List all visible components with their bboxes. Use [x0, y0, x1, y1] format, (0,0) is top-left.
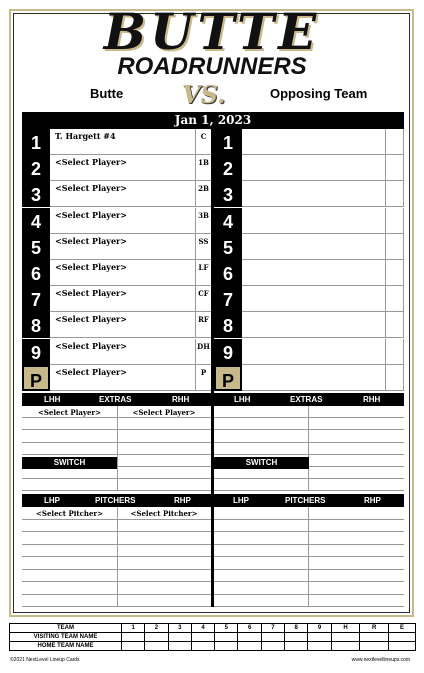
- score-cell[interactable]: [331, 633, 360, 642]
- score-cell[interactable]: [308, 633, 331, 642]
- entry-row[interactable]: [214, 582, 404, 595]
- pitchers-header-left: [22, 494, 211, 507]
- score-cell[interactable]: [191, 633, 214, 642]
- lineup-row: [22, 129, 211, 155]
- cell-divider: [385, 260, 386, 286]
- batting-order-number: 4: [214, 208, 242, 234]
- player-entry-cell[interactable]: [244, 234, 384, 259]
- player-select[interactable]: <Select Player>: [55, 209, 127, 220]
- rhh-label: RHH: [363, 395, 381, 404]
- cell-divider: [403, 155, 404, 181]
- player-entry-cell[interactable]: [244, 339, 384, 364]
- inning-header: 6: [238, 624, 261, 633]
- cell-divider: [385, 234, 386, 260]
- player-entry-cell[interactable]: [244, 129, 384, 154]
- entry-row[interactable]: [214, 430, 404, 442]
- player-entry-cell[interactable]: [244, 260, 384, 285]
- batting-order-number: 9: [22, 339, 50, 365]
- errors-header: E: [388, 624, 415, 633]
- away-team-name[interactable]: Opposing Team: [270, 86, 368, 101]
- score-cell[interactable]: [285, 633, 308, 642]
- lineup-row: [22, 312, 211, 338]
- batting-order-number: P: [214, 365, 242, 391]
- player-entry-cell[interactable]: [244, 181, 384, 206]
- cell-divider: [403, 365, 404, 391]
- score-cell[interactable]: [215, 633, 238, 642]
- rhh-label: RHH: [172, 395, 190, 404]
- position-label[interactable]: C: [195, 129, 211, 155]
- score-cell[interactable]: [238, 642, 261, 651]
- player-entry-cell[interactable]: [244, 155, 384, 180]
- entry-row[interactable]: [214, 532, 404, 545]
- player-entry-cell[interactable]: [244, 312, 384, 337]
- rhp-label: RHP: [174, 496, 191, 505]
- lineup-row: [214, 312, 404, 338]
- lineup-row: [214, 208, 404, 234]
- inning-header: 1: [122, 624, 145, 633]
- lineup-row: [22, 208, 211, 234]
- team-title: BUTTE: [103, 2, 321, 61]
- bench-header-right: [214, 393, 404, 406]
- cell-divider: [403, 181, 404, 207]
- lineup-row: [22, 155, 211, 181]
- switch-label-left: SWITCH: [22, 457, 117, 469]
- batting-order-number: 2: [22, 155, 50, 181]
- player-entry-cell[interactable]: [244, 286, 384, 311]
- position-label[interactable]: SS: [195, 234, 211, 260]
- cell-divider: [385, 312, 386, 338]
- batting-order-number: 8: [214, 312, 242, 338]
- position-label[interactable]: 1B: [195, 155, 211, 181]
- cell-divider: [385, 339, 386, 365]
- inning-header: 7: [261, 624, 284, 633]
- entry-row[interactable]: [214, 406, 404, 418]
- copyright-text: ©2021 NextLevel Lineup Cards: [10, 657, 80, 663]
- player-select[interactable]: T. Hargett #4: [55, 131, 116, 141]
- score-cell[interactable]: [122, 642, 145, 651]
- lineup-row: [214, 286, 404, 312]
- player-select[interactable]: <Select Player>: [55, 183, 127, 194]
- lineup-row: [214, 339, 404, 365]
- entry-row[interactable]: [214, 443, 404, 455]
- home-lineup: [22, 129, 211, 391]
- home-team-name-cell[interactable]: HOME TEAM NAME: [10, 642, 122, 651]
- lineup-row: [214, 181, 404, 207]
- score-cell[interactable]: [261, 642, 284, 651]
- pitchers-label: PITCHERS: [285, 496, 326, 505]
- entry-row[interactable]: [214, 507, 404, 520]
- home-team-row: [10, 642, 416, 651]
- lhp-label: LHP: [44, 496, 60, 505]
- lineup-row: [22, 339, 211, 365]
- batting-order-number: 6: [22, 260, 50, 286]
- position-label[interactable]: P: [195, 365, 211, 391]
- lineup-row: [22, 286, 211, 312]
- entry-row[interactable]: [214, 595, 404, 608]
- inning-header: 3: [168, 624, 191, 633]
- cell-divider: [403, 234, 404, 260]
- batting-order-number: 9: [214, 339, 242, 365]
- visiting-team-row: [10, 633, 416, 642]
- player-select[interactable]: <Select Player>: [55, 366, 127, 377]
- batting-order-number: 1: [22, 129, 50, 155]
- batting-order-number: 4: [22, 208, 50, 234]
- cell-divider: [385, 181, 386, 207]
- batting-order-number: 1: [214, 129, 242, 155]
- entry-row[interactable]: [214, 479, 404, 491]
- batting-order-number: 7: [22, 286, 50, 312]
- bench-select-right[interactable]: <Select Player>: [132, 408, 196, 417]
- rhp-label: RHP: [364, 496, 381, 505]
- batting-order-number: 6: [214, 260, 242, 286]
- entry-row[interactable]: [214, 570, 404, 583]
- batting-order-number: 5: [214, 234, 242, 260]
- score-cell[interactable]: [360, 633, 389, 642]
- player-select[interactable]: <Select Player>: [55, 288, 127, 299]
- column-divider: [308, 507, 309, 607]
- cell-divider: [385, 365, 386, 391]
- cell-divider: [385, 155, 386, 181]
- score-cell[interactable]: [360, 642, 389, 651]
- batting-order-number: P: [22, 365, 50, 391]
- lineup-row: [22, 260, 211, 286]
- score-cell[interactable]: [122, 633, 145, 642]
- inning-header: 5: [215, 624, 238, 633]
- switch-label-right: SWITCH: [214, 457, 309, 469]
- player-select[interactable]: <Select Player>: [55, 262, 127, 272]
- position-label[interactable]: 3B: [195, 208, 211, 234]
- website-text[interactable]: www.nextlevellineups.com: [351, 657, 410, 663]
- cell-divider: [385, 286, 386, 312]
- entry-row[interactable]: [214, 520, 404, 533]
- score-cell[interactable]: [261, 633, 284, 642]
- batting-order-number: 3: [214, 181, 242, 207]
- player-select[interactable]: <Select Player>: [55, 314, 127, 325]
- lhh-label: LHH: [44, 395, 61, 404]
- team-subtitle: ROADRUNNERS: [117, 53, 307, 80]
- lineup-row: [214, 129, 404, 155]
- score-cell[interactable]: [168, 642, 191, 651]
- inning-header: 4: [191, 624, 214, 633]
- lineup-row: [214, 260, 404, 286]
- inning-header: 9: [308, 624, 331, 633]
- team-col-header: TEAM: [10, 624, 122, 633]
- away-lineup: [214, 129, 404, 391]
- position-label[interactable]: 2B: [195, 181, 211, 207]
- lhp-label: LHP: [233, 496, 249, 505]
- home-team-name[interactable]: Butte: [90, 86, 124, 101]
- batting-order-number: 2: [214, 155, 242, 181]
- cell-divider: [385, 129, 386, 155]
- score-cell[interactable]: [331, 642, 360, 651]
- player-entry-cell[interactable]: [244, 208, 384, 233]
- lineup-row: [214, 155, 404, 181]
- position-label[interactable]: DH: [195, 339, 211, 365]
- score-cell[interactable]: [145, 633, 168, 642]
- lineup-row: [214, 234, 404, 260]
- score-cell[interactable]: [388, 633, 415, 642]
- extras-label: EXTRAS: [99, 395, 132, 404]
- cell-divider: [403, 339, 404, 365]
- cell-divider: [403, 129, 404, 155]
- lhh-label: LHH: [234, 395, 251, 404]
- entry-row[interactable]: [214, 545, 404, 558]
- score-cell[interactable]: [168, 633, 191, 642]
- player-select[interactable]: <Select Player>: [55, 235, 127, 246]
- bench-header-left: [22, 393, 211, 406]
- position-label[interactable]: RF: [195, 312, 211, 338]
- game-date[interactable]: Jan 1, 2023: [22, 112, 404, 129]
- score-cell[interactable]: [145, 642, 168, 651]
- hits-header: H: [331, 624, 360, 633]
- vs-label: VS.: [182, 80, 226, 109]
- player-select[interactable]: <Select Player>: [55, 157, 127, 168]
- cell-divider: [403, 286, 404, 312]
- runs-header: R: [360, 624, 389, 633]
- line-score-header: [10, 624, 416, 633]
- cell-divider: [403, 312, 404, 338]
- lineup-row: [22, 181, 211, 207]
- score-cell[interactable]: [388, 642, 415, 651]
- pitcher-select-right[interactable]: <Select Pitcher>: [130, 509, 198, 518]
- entry-row[interactable]: [214, 557, 404, 570]
- player-select[interactable]: <Select Player>: [55, 340, 127, 351]
- inning-header: 8: [285, 624, 308, 633]
- lineup-row: [214, 365, 404, 391]
- position-label[interactable]: CF: [195, 286, 211, 312]
- extras-label: EXTRAS: [290, 395, 323, 404]
- line-score-table: [9, 623, 416, 651]
- entry-row[interactable]: [214, 418, 404, 430]
- position-label[interactable]: LF: [195, 260, 211, 286]
- score-cell[interactable]: [215, 642, 238, 651]
- column-divider: [308, 406, 309, 491]
- inning-header: 2: [145, 624, 168, 633]
- lineup-row: [22, 234, 211, 260]
- cell-divider: [385, 208, 386, 234]
- player-entry-cell[interactable]: [244, 365, 384, 390]
- pitchers-header-right: [214, 494, 404, 507]
- lineup-row: [22, 365, 211, 391]
- score-cell[interactable]: [308, 642, 331, 651]
- score-cell[interactable]: [191, 642, 214, 651]
- score-cell[interactable]: [285, 642, 308, 651]
- visiting-team-name[interactable]: VISITING TEAM NAME: [10, 633, 122, 642]
- batting-order-number: 8: [22, 312, 50, 338]
- batting-order-number: 5: [22, 234, 50, 260]
- batting-order-number: 7: [214, 286, 242, 312]
- pitcher-select-left[interactable]: <Select Pitcher>: [36, 509, 103, 518]
- pitchers-label: PITCHERS: [95, 496, 136, 505]
- cell-divider: [403, 260, 404, 286]
- batting-order-number: 3: [22, 181, 50, 207]
- score-cell[interactable]: [238, 633, 261, 642]
- bench-select-left[interactable]: <Select Player>: [38, 408, 101, 417]
- column-divider: [117, 406, 118, 491]
- column-divider: [117, 507, 118, 607]
- cell-divider: [403, 208, 404, 234]
